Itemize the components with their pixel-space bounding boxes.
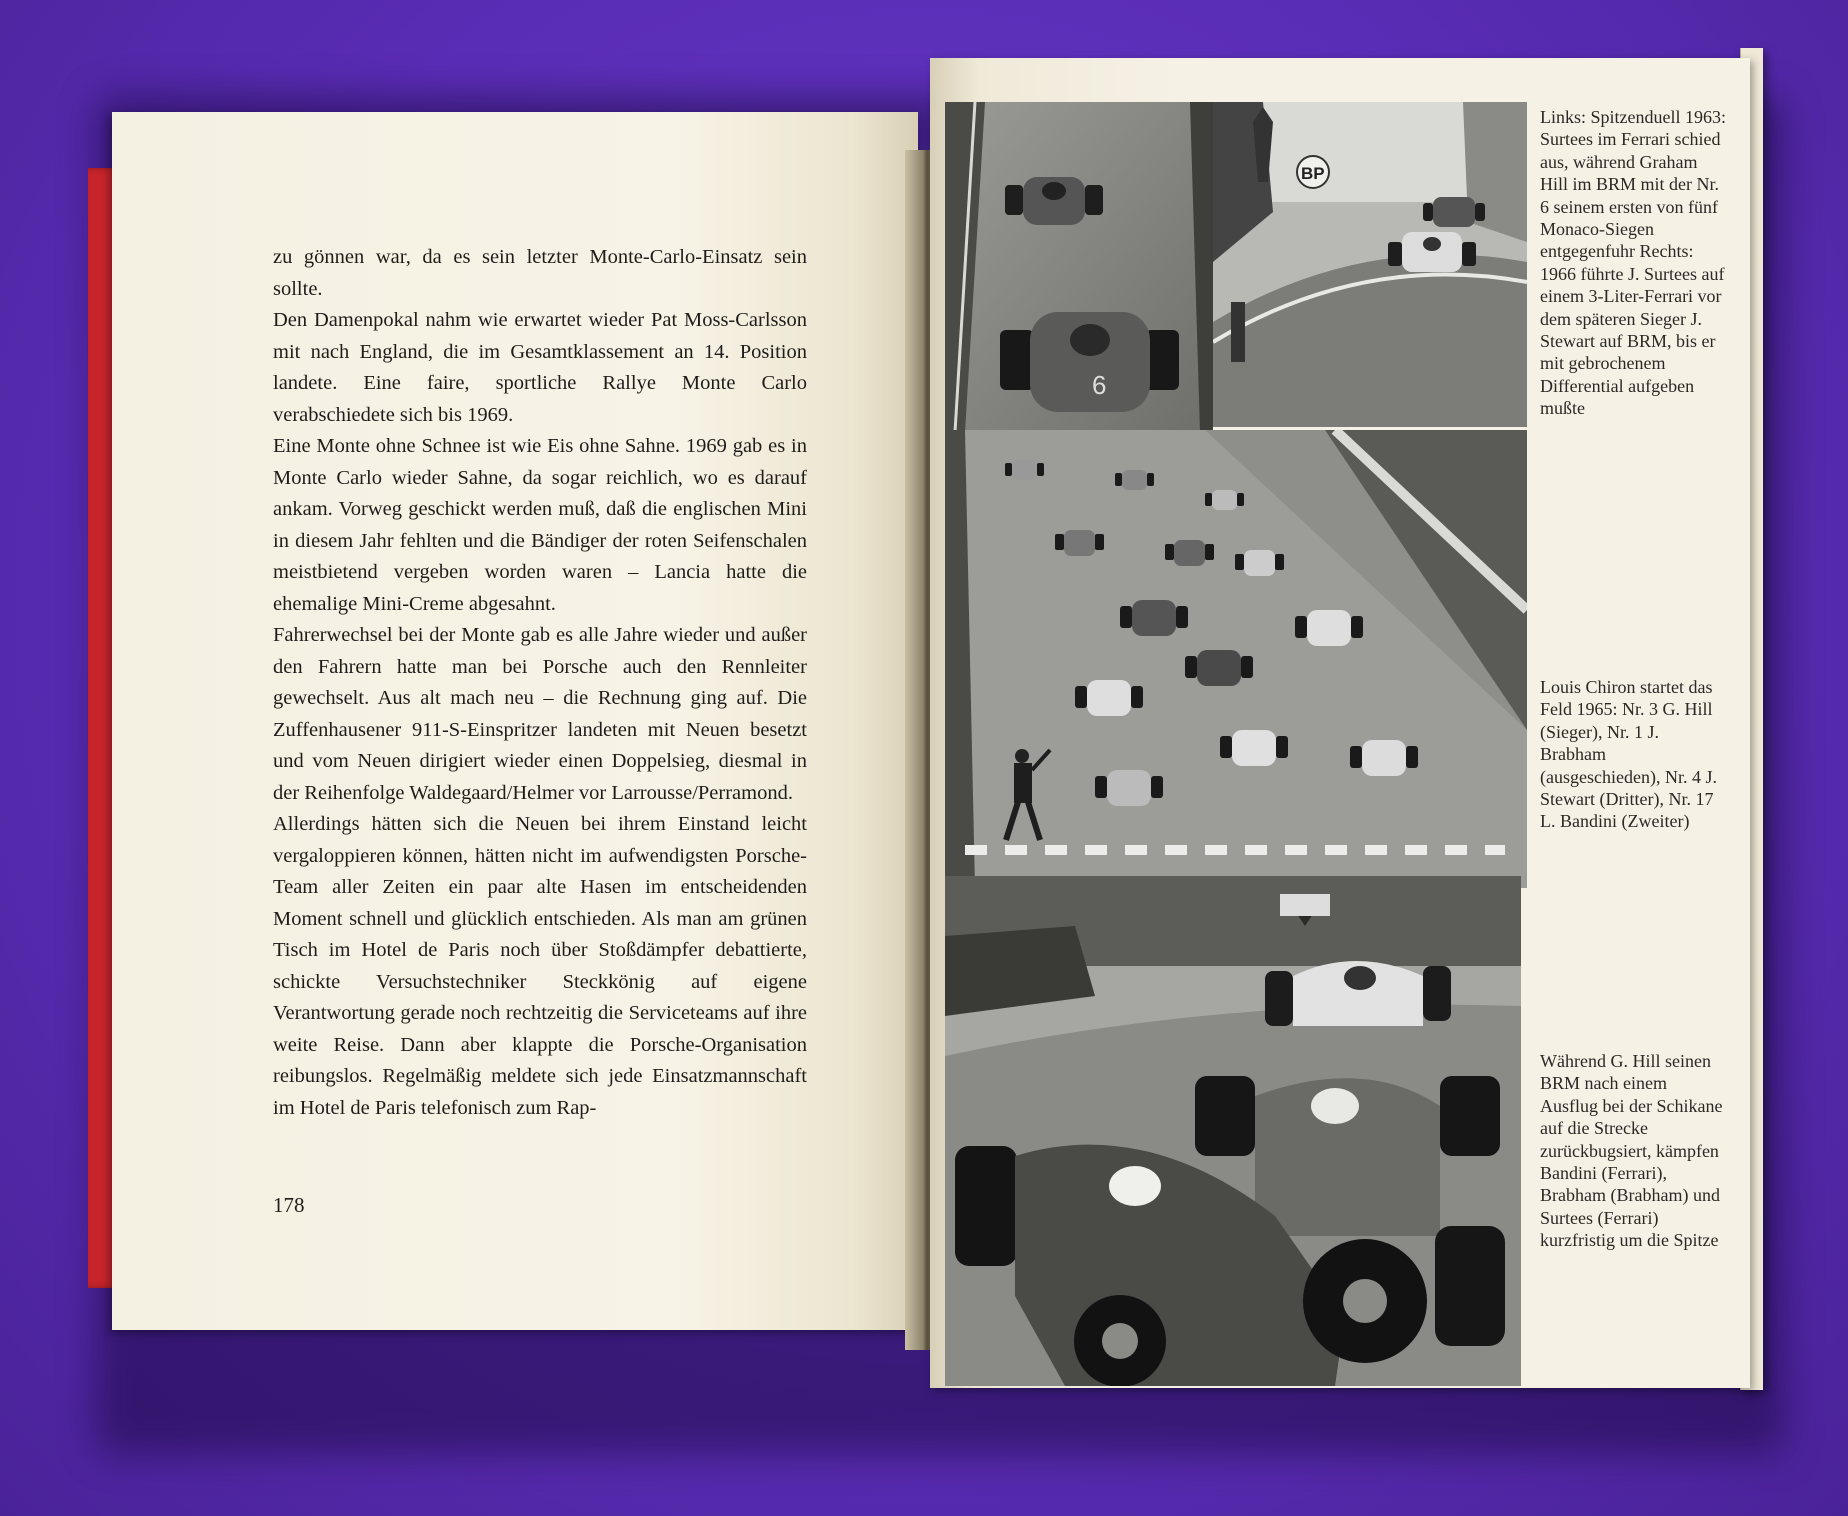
body-text	[273, 242, 807, 1124]
caption-bottom: Während G. Hill seinen BRM nach einem Ausflug bei der Schikane auf die Strecke zurückbugsiert, kämpfen Bandini (Ferrari), Brabham (Brabham) und Surtees (Ferrari) kurzfristig um die Spitze	[1540, 1051, 1723, 1251]
paragraph: Eine Monte ohne Schnee ist wie Eis ohne Sahne. 1969 gab es in Monte Carlo wieder Sahne, da sogar reichlich, wo es darauf ankam. Vorweg geschickt werden muß, daß die englischen Mini in diesem Jahr fehlten und die Bändiger der roten Seifenschalen meistbietend vergeben worden waren – Lancia hatte die ehemalige Mini-Creme abgesahnt.	[273, 435, 807, 615]
paragraph: Allerdings hätten sich die Neuen bei ihrem Einstand leicht vergaloppieren können, hätten nicht im aufwendigsten Porsche-Team aller Zeiten ein paar alte Hasen im entscheidenden Moment schnell und glücklich entschieden. Als man am grünen Tisch im Hotel de Paris noch über Stoßdämpfer debattierte, schickte Versuchstechniker Steckkönig auf eigene Verantwortung gerade noch rechtzeitig die Serviceteams auf ihre weite Reise. Dann aber klappte die Porsche-Organisation reibungslos. Regelmäßig meldete sich jede Einsatzmannschaft im Hotel de Paris telefonisch zum Rap-	[273, 813, 807, 1119]
svg-text:6: 6	[1092, 370, 1107, 400]
photo-1963-race	[945, 102, 1213, 432]
paragraph: Fahrerwechsel bei der Monte gab es alle Jahre wieder und außer den Fahrern hatte man bei Porsche auch den Rennleiter gewechselt. Aus alt mach neu – die Rechnung ging auf. Die Zuffenhausener 911-S-Einspritzer landeten mit Neuen besetzt und vom Neuen dirigiert wieder einen Doppelsieg, diesmal in der Reihenfolge Waldegaard/Helmer vor Larrousse/Perramond.	[273, 624, 807, 804]
caption-top: Links: Spitzenduell 1963: Surtees im Ferrari schied aus, während Graham Hill im BRM mit der Nr. 6 seinem ersten von fünf Monaco-Siegen entgegenfuhr Rechts: 1966 führte J. Surtees auf einem 3-Liter-Ferrari vor dem späteren Sieger J. Stewart auf BRM, bis er mit gebrochenem Differential aufgeben mußte	[1540, 107, 1726, 419]
paragraph: zu gönnen war, da es sein letzter Monte-Carlo-Einsatz sein sollte.	[273, 246, 807, 300]
photo-1966-race	[1213, 102, 1527, 427]
caption-middle: Louis Chiron startet das Feld 1965: Nr. 3 G. Hill (Sieger), Nr. 1 J. Brabham (ausgeschieden), Nr. 4 J. Stewart (Dritter), Nr. 17 L. Bandini (Zweiter)	[1540, 677, 1717, 832]
paragraph: Den Damenpokal nahm wie erwartet wieder Pat Moss-Carlsson mit nach England, die im Gesamtklassement an 14. Position landete. Eine faire, sportliche Rallye Monte Carlo verabschiedete sich bis 1969.	[273, 309, 807, 426]
page-number: 178	[273, 1193, 305, 1217]
photo-battle	[945, 876, 1521, 1386]
bp-sign: BP	[1301, 164, 1325, 183]
photo-1965-start	[945, 430, 1527, 888]
